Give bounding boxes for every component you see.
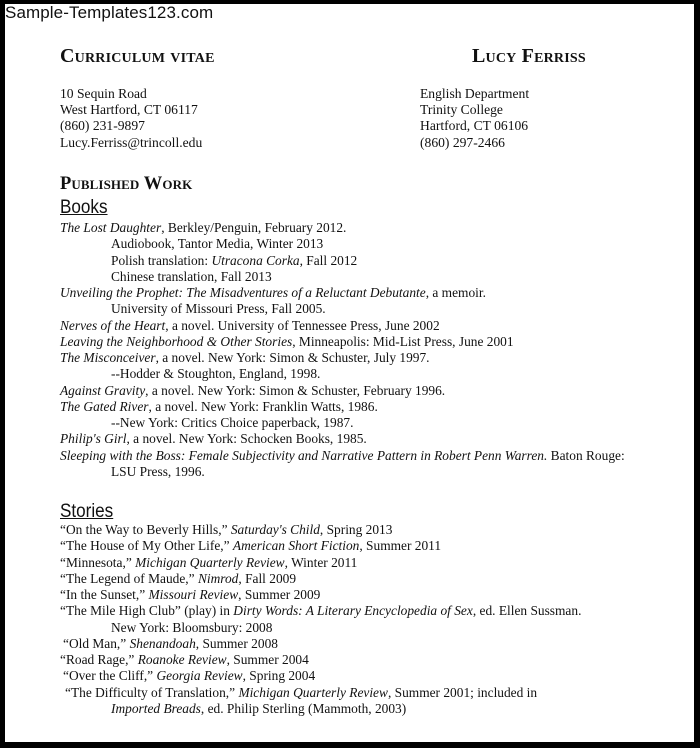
italic-title: Saturday's Child xyxy=(230,522,320,537)
entry-text: “On the Way to Beverly Hills,” xyxy=(60,522,231,537)
italic-title: Leaving the Neighborhood & Other Stories xyxy=(60,333,293,349)
work-college: Trinity College xyxy=(420,102,503,118)
book-entry xyxy=(60,383,625,399)
book-entry xyxy=(60,220,625,236)
book-entry xyxy=(60,448,625,464)
entry-text: , Berkley/Penguin, February 2012. xyxy=(161,220,347,235)
work-address xyxy=(420,86,529,151)
story-entry xyxy=(60,522,581,538)
story-entry xyxy=(60,555,581,571)
story-entry-continuation xyxy=(60,620,581,636)
entry-text: , Summer 2011 xyxy=(359,538,442,554)
book-entry-continuation xyxy=(60,269,625,285)
story-entry xyxy=(60,685,581,701)
entry-text: New York: Bloomsbury: 2008 xyxy=(111,619,273,635)
italic-title: The Gated River xyxy=(60,398,149,414)
italic-title: Georgia Review xyxy=(156,668,243,684)
entry-text: University of Missouri Press, Fall 2005. xyxy=(111,301,326,317)
entry-text: “Minnesota,” xyxy=(60,554,136,570)
home-email[interactable]: Lucy.Ferriss@trincoll.edu xyxy=(60,134,203,150)
italic-title: The Misconceiver xyxy=(60,350,156,365)
entry-text: , Spring 2004 xyxy=(242,668,316,684)
entry-text: , a novel. New York: Franklin Watts, 1986. xyxy=(148,398,378,414)
book-entry xyxy=(60,350,625,366)
book-entry-continuation xyxy=(60,301,625,317)
cv-title: Curriculum vitae xyxy=(60,45,215,67)
work-city: Hartford, CT 06106 xyxy=(420,118,529,134)
entry-text: , Summer 2008 xyxy=(195,635,278,651)
book-entry-continuation xyxy=(60,415,625,431)
entry-text: “In the Sunset,” xyxy=(60,587,149,602)
book-entry-continuation xyxy=(60,236,625,252)
story-entry xyxy=(60,538,581,554)
entry-text: , Fall 2012 xyxy=(299,252,358,268)
italic-title: The Lost Daughter xyxy=(60,220,162,235)
book-entry xyxy=(60,334,625,350)
italic-title: Roanoke Review xyxy=(137,652,227,667)
work-department: English Department xyxy=(420,86,530,101)
document-page xyxy=(5,4,694,742)
entry-text: , Fall 2009 xyxy=(238,570,297,586)
italic-title: Shenandoah xyxy=(129,635,196,651)
italic-title: American Short Fiction xyxy=(232,538,360,554)
italic-title: Imported Breads xyxy=(111,700,201,716)
entry-text: , a novel. University of Tennessee Press, June 2002 xyxy=(165,317,440,333)
italic-title: Philip's Girl xyxy=(60,431,127,447)
italic-title: Michigan Quarterly Review xyxy=(238,684,388,700)
entry-text: , Winter 2011 xyxy=(284,554,358,570)
italic-title: Against Gravity xyxy=(60,382,146,398)
book-entry xyxy=(60,318,625,334)
stories-heading: Stories xyxy=(60,501,114,522)
home-street: 10 Sequin Road xyxy=(60,86,147,101)
book-entry-continuation xyxy=(60,253,625,269)
entry-text: Audiobook, Tantor Media, Winter 2013 xyxy=(111,236,324,252)
book-entry xyxy=(60,399,625,415)
book-entry xyxy=(60,285,625,301)
books-list xyxy=(60,220,625,480)
entry-text: “Old Man,” xyxy=(63,635,130,651)
book-entry-continuation xyxy=(60,366,625,382)
story-entry xyxy=(60,668,581,684)
entry-text: Chinese translation, Fall 2013 xyxy=(111,268,272,284)
italic-title: Sleeping with the Boss: Female Subjectivity and Narrative Pattern in Robert Penn Warren. xyxy=(60,447,548,463)
work-phone: (860) 297-2466 xyxy=(420,134,505,150)
entry-text: Polish translation: xyxy=(111,252,212,268)
entry-text: “The Mile High Club” (play) in xyxy=(60,603,234,619)
italic-title: Nerves of the Heart xyxy=(60,317,166,333)
watermark: Sample-Templates123.com xyxy=(5,3,214,22)
italic-title: Michigan Quarterly Review xyxy=(135,554,285,570)
italic-title: Utracona Corka xyxy=(211,252,300,268)
author-name: Lucy Ferriss xyxy=(472,45,586,67)
entry-text: “The House of My Other Life,” xyxy=(60,538,233,554)
entry-text: “The Difficulty of Translation,” xyxy=(65,684,239,700)
italic-title: Missouri Review xyxy=(148,587,239,602)
entry-text: , a novel. New York: Simon & Schuster, February 1996. xyxy=(145,382,446,398)
home-city: West Hartford, CT 06117 xyxy=(60,102,198,118)
entry-text: , ed. Ellen Sussman. xyxy=(472,603,582,619)
story-entry-continuation xyxy=(60,701,581,717)
published-work-heading: Published Work xyxy=(60,174,193,194)
entry-text: , Summer 2009 xyxy=(238,587,321,602)
entry-text: , a novel. New York: Schocken Books, 1985. xyxy=(126,431,367,447)
entry-text: --New York: Critics Choice paperback, 1987. xyxy=(111,415,354,430)
stories-list xyxy=(60,522,581,717)
entry-text: , Minneapolis: Mid-List Press, June 2001 xyxy=(292,333,514,349)
italic-title: Dirty Words: A Literary Encyclopedia of Sex xyxy=(233,603,473,619)
story-entry xyxy=(60,571,581,587)
italic-title: Unveiling the Prophet: The Misadventures of a Reluctant Debutante xyxy=(60,285,426,300)
story-entry xyxy=(60,587,581,603)
home-phone: (860) 231-9897 xyxy=(60,118,145,134)
entry-text: “Road Rage,” xyxy=(60,652,138,667)
entry-text: , ed. Philip Sterling (Mammoth, 2003) xyxy=(200,700,407,716)
entry-text: , Spring 2013 xyxy=(319,522,393,537)
entry-text: Baton Rouge: xyxy=(547,447,625,463)
story-entry xyxy=(60,652,581,668)
books-heading: Books xyxy=(60,197,108,218)
story-entry xyxy=(60,603,581,619)
entry-text: “Over the Cliff,” xyxy=(63,668,157,684)
entry-text: , Summer 2004 xyxy=(226,652,309,667)
entry-text: --Hodder & Stoughton, England, 1998. xyxy=(111,366,321,382)
italic-title: Nimrod xyxy=(197,570,239,586)
entry-text: , a novel. New York: Simon & Schuster, July 1997. xyxy=(155,350,430,365)
story-entry xyxy=(60,636,581,652)
entry-text: , a memoir. xyxy=(425,285,486,300)
book-entry-continuation xyxy=(60,464,625,480)
entry-text: “The Legend of Maude,” xyxy=(60,570,198,586)
home-address xyxy=(60,86,202,151)
book-entry xyxy=(60,431,625,447)
entry-text: LSU Press, 1996. xyxy=(111,463,205,479)
entry-text: , Summer 2001; included in xyxy=(387,684,538,700)
